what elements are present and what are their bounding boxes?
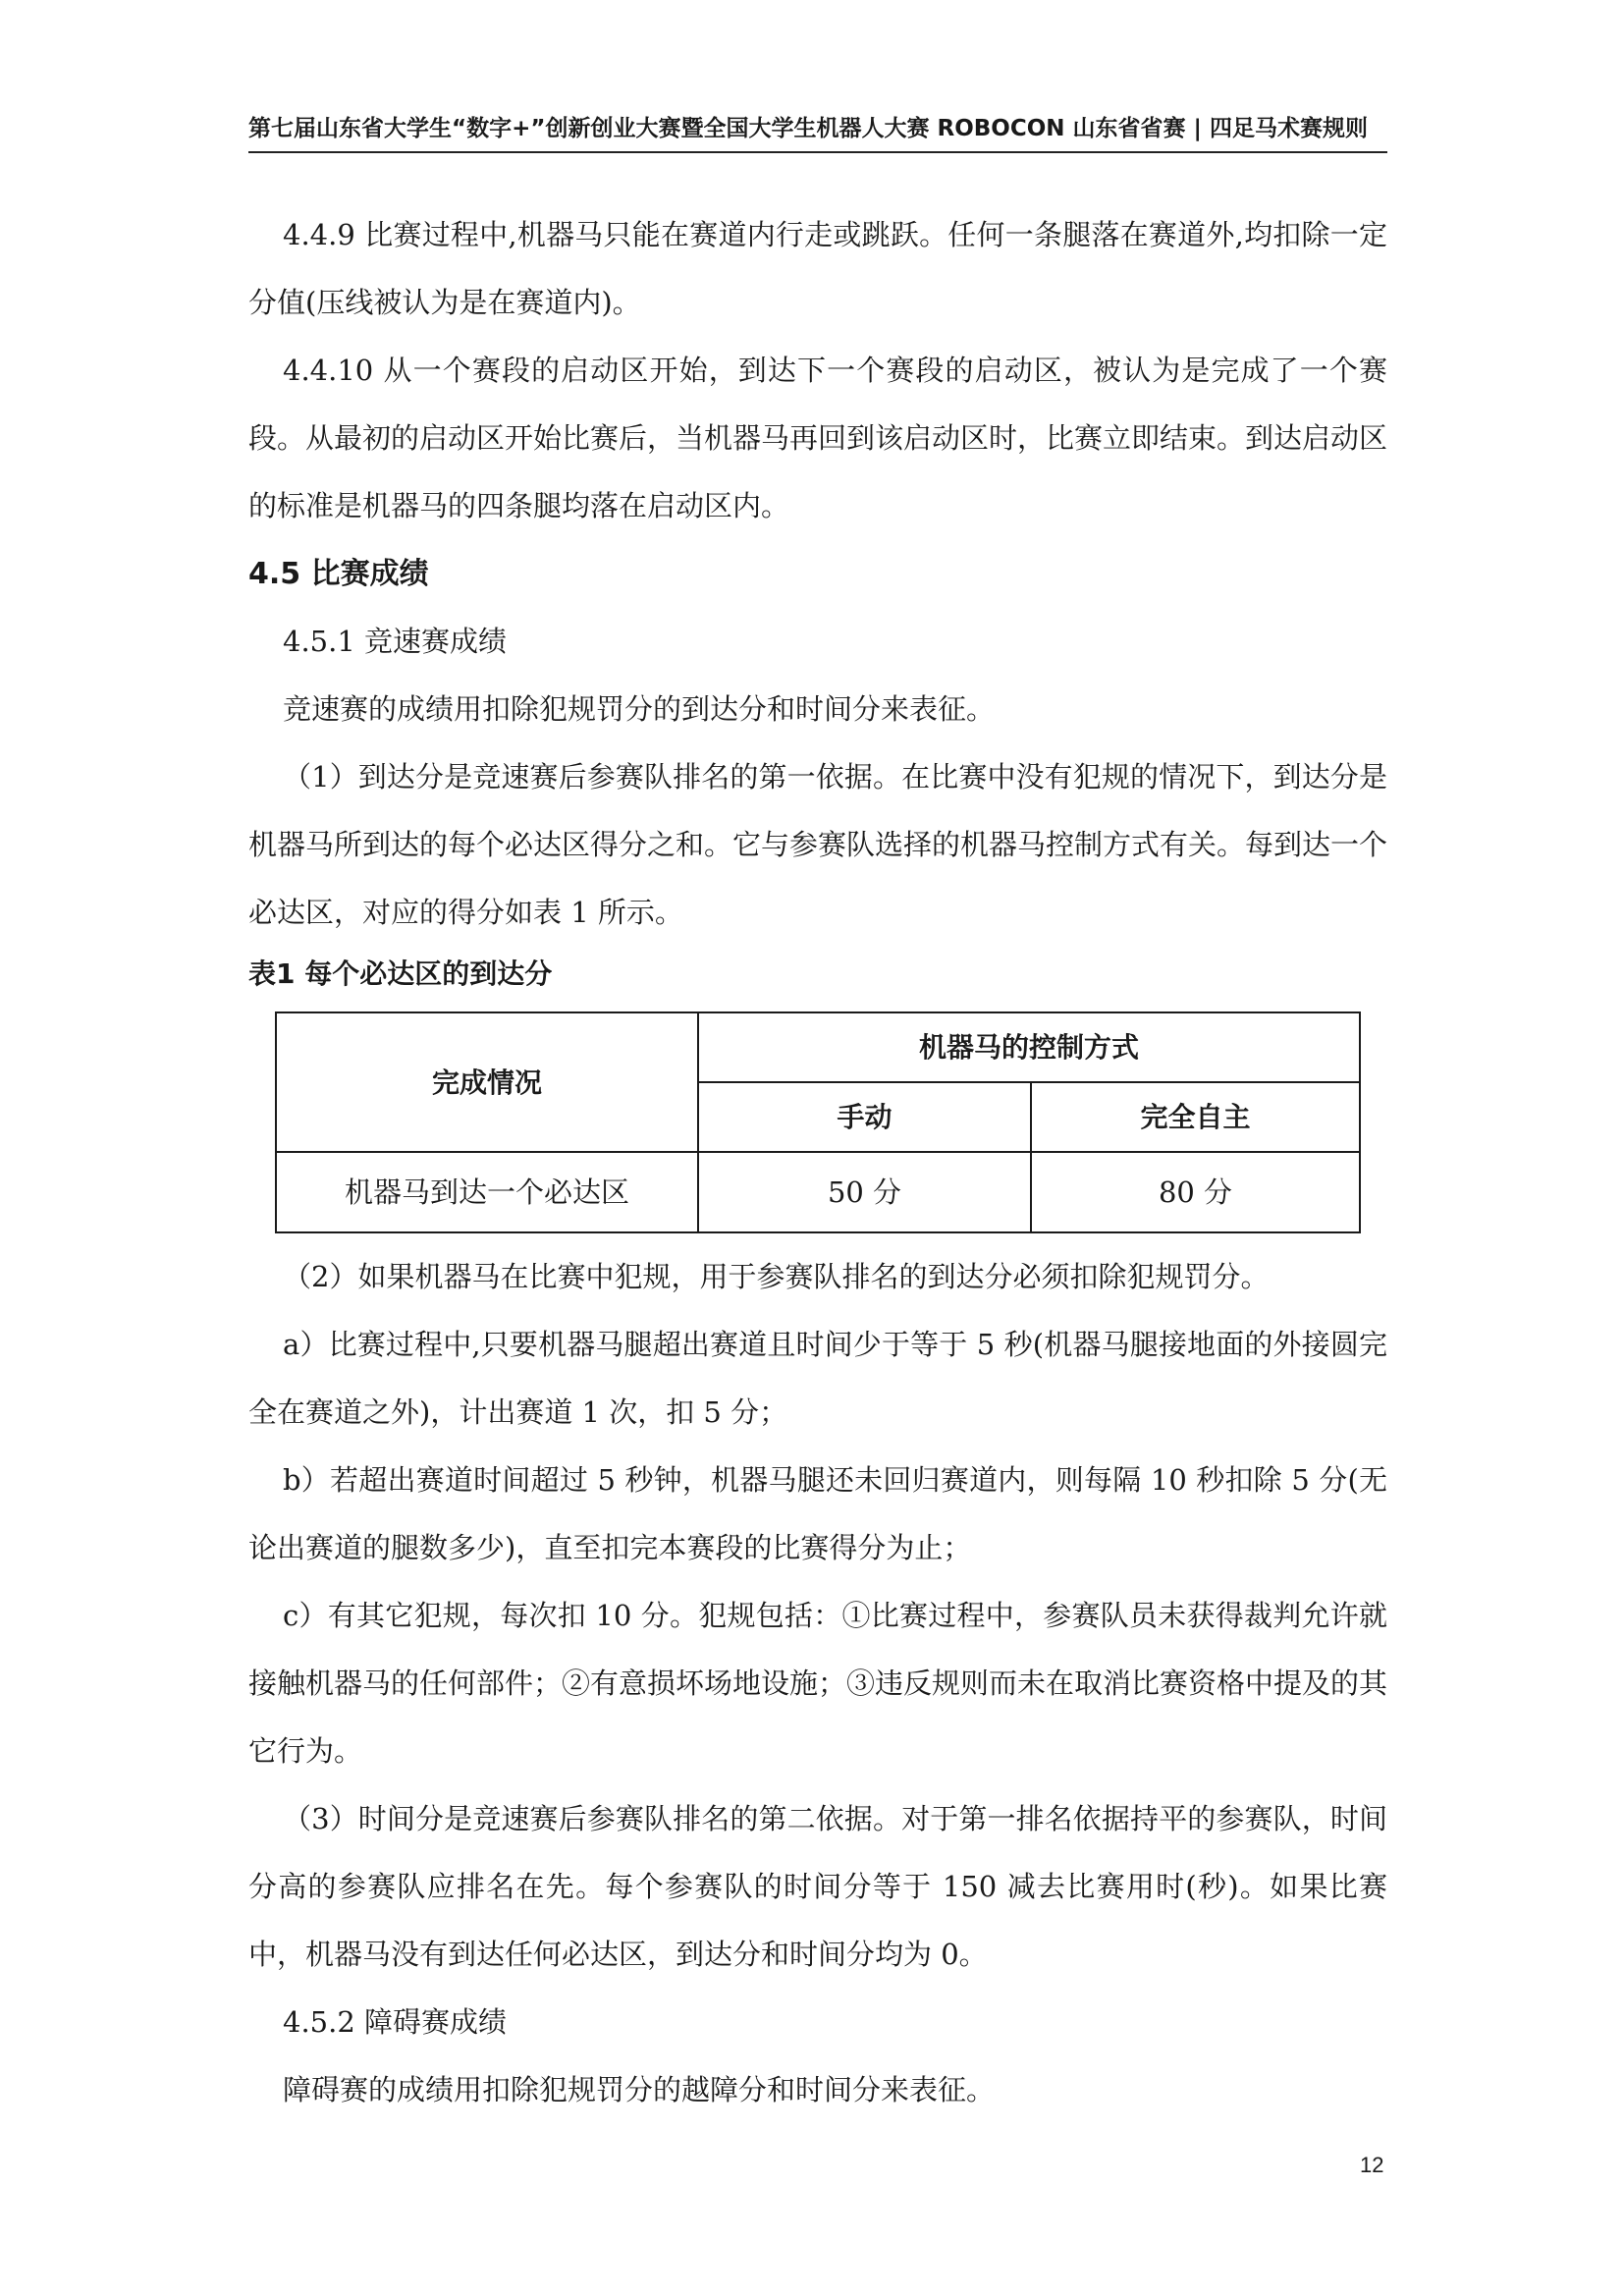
page-content (248, 201, 1387, 2124)
page-number: 12 (1360, 2153, 1384, 2177)
cell-auto-score: 80 分 (1031, 1152, 1360, 1232)
cell-manual-score: 50 分 (698, 1152, 1031, 1232)
foul-rule-b: b）若超出赛道时间超过 5 秒钟，机器马腿还未回归赛道内，则每隔 10 秒扣除 5 分(无论出赛道的腿数多少)，直至扣完本赛段的比赛得分为止； (248, 1463, 1387, 1564)
running-header: 第七届山东省大学生“数字+”创新创业大赛暨全国大学生机器人大赛 ROBOCON 山东省省赛 | 四足马术赛规则 (248, 112, 1387, 153)
table-1-title: 表1 每个必达区的到达分 (248, 957, 553, 990)
obstacle-race-intro: 障碍赛的成绩用扣除犯规罚分的越障分和时间分来表征。 (283, 2073, 996, 2106)
arrival-score-table (275, 1011, 1361, 1233)
speed-race-intro: 竞速赛的成绩用扣除犯规罚分的到达分和时间分来表征。 (283, 692, 996, 726)
header-control-mode: 机器马的控制方式 (698, 1012, 1360, 1082)
foul-rule-c: c）有其它犯规，每次扣 10 分。犯规包括：①比赛过程中，参赛队员未获得裁判允许就接触机器马的任何部件；②有意损坏场地设施；③违反规则而未在取消比赛资格中提及的其它行为。 (248, 1599, 1388, 1768)
row-label: 机器马到达一个必达区 (276, 1152, 698, 1232)
clause-4-4-10: 4.4.10 从一个赛段的启动区开始，到达下一个赛段的启动区，被认为是完成了一个赛段。从最初的启动区开始比赛后，当机器马再回到该启动区时，比赛立即结束。到达启动区的标准是机器马的四条腿均落在启动区内。 (248, 354, 1388, 522)
speed-race-item-2: （2）如果机器马在比赛中犯规，用于参赛队排名的到达分必须扣除犯规罚分。 (283, 1260, 1270, 1293)
speed-race-item-1: （1）到达分是竞速赛后参赛队排名的第一依据。在比赛中没有犯规的情况下，到达分是机器马所到达的每个必达区得分之和。它与参赛队选择的机器马控制方式有关。每到达一个必达区，对应的得分如表 1 所示。 (248, 760, 1388, 929)
header-completion: 完成情况 (276, 1012, 698, 1152)
subsection-4-5-2-title: 4.5.2 障碍赛成绩 (283, 2005, 508, 2039)
section-4-5-title: 4.5 比赛成绩 (248, 557, 429, 591)
subsection-4-5-1-title: 4.5.1 竞速赛成绩 (283, 625, 508, 658)
clause-4-4-9: 4.4.9 比赛过程中,机器马只能在赛道内行走或跳跃。任何一条腿落在赛道外,均扣除一定分值(压线被认为是在赛道内)。 (248, 218, 1387, 319)
speed-race-item-3: （3）时间分是竞速赛后参赛队排名的第二依据。对于第一排名依据持平的参赛队，时间分高的参赛队应排名在先。每个参赛队的时间分等于 150 减去比赛用时(秒)。如果比赛中，机器马没有到达任何必达区，到达分和时间分均为 0。 (248, 1802, 1387, 1971)
foul-rule-a: a）比赛过程中,只要机器马腿超出赛道且时间少于等于 5 秒(机器马腿接地面的外接圆完全在赛道之外)，计出赛道 1 次，扣 5 分； (248, 1328, 1387, 1429)
header-manual: 手动 (698, 1082, 1031, 1152)
header-autonomous: 完全自主 (1031, 1082, 1360, 1152)
